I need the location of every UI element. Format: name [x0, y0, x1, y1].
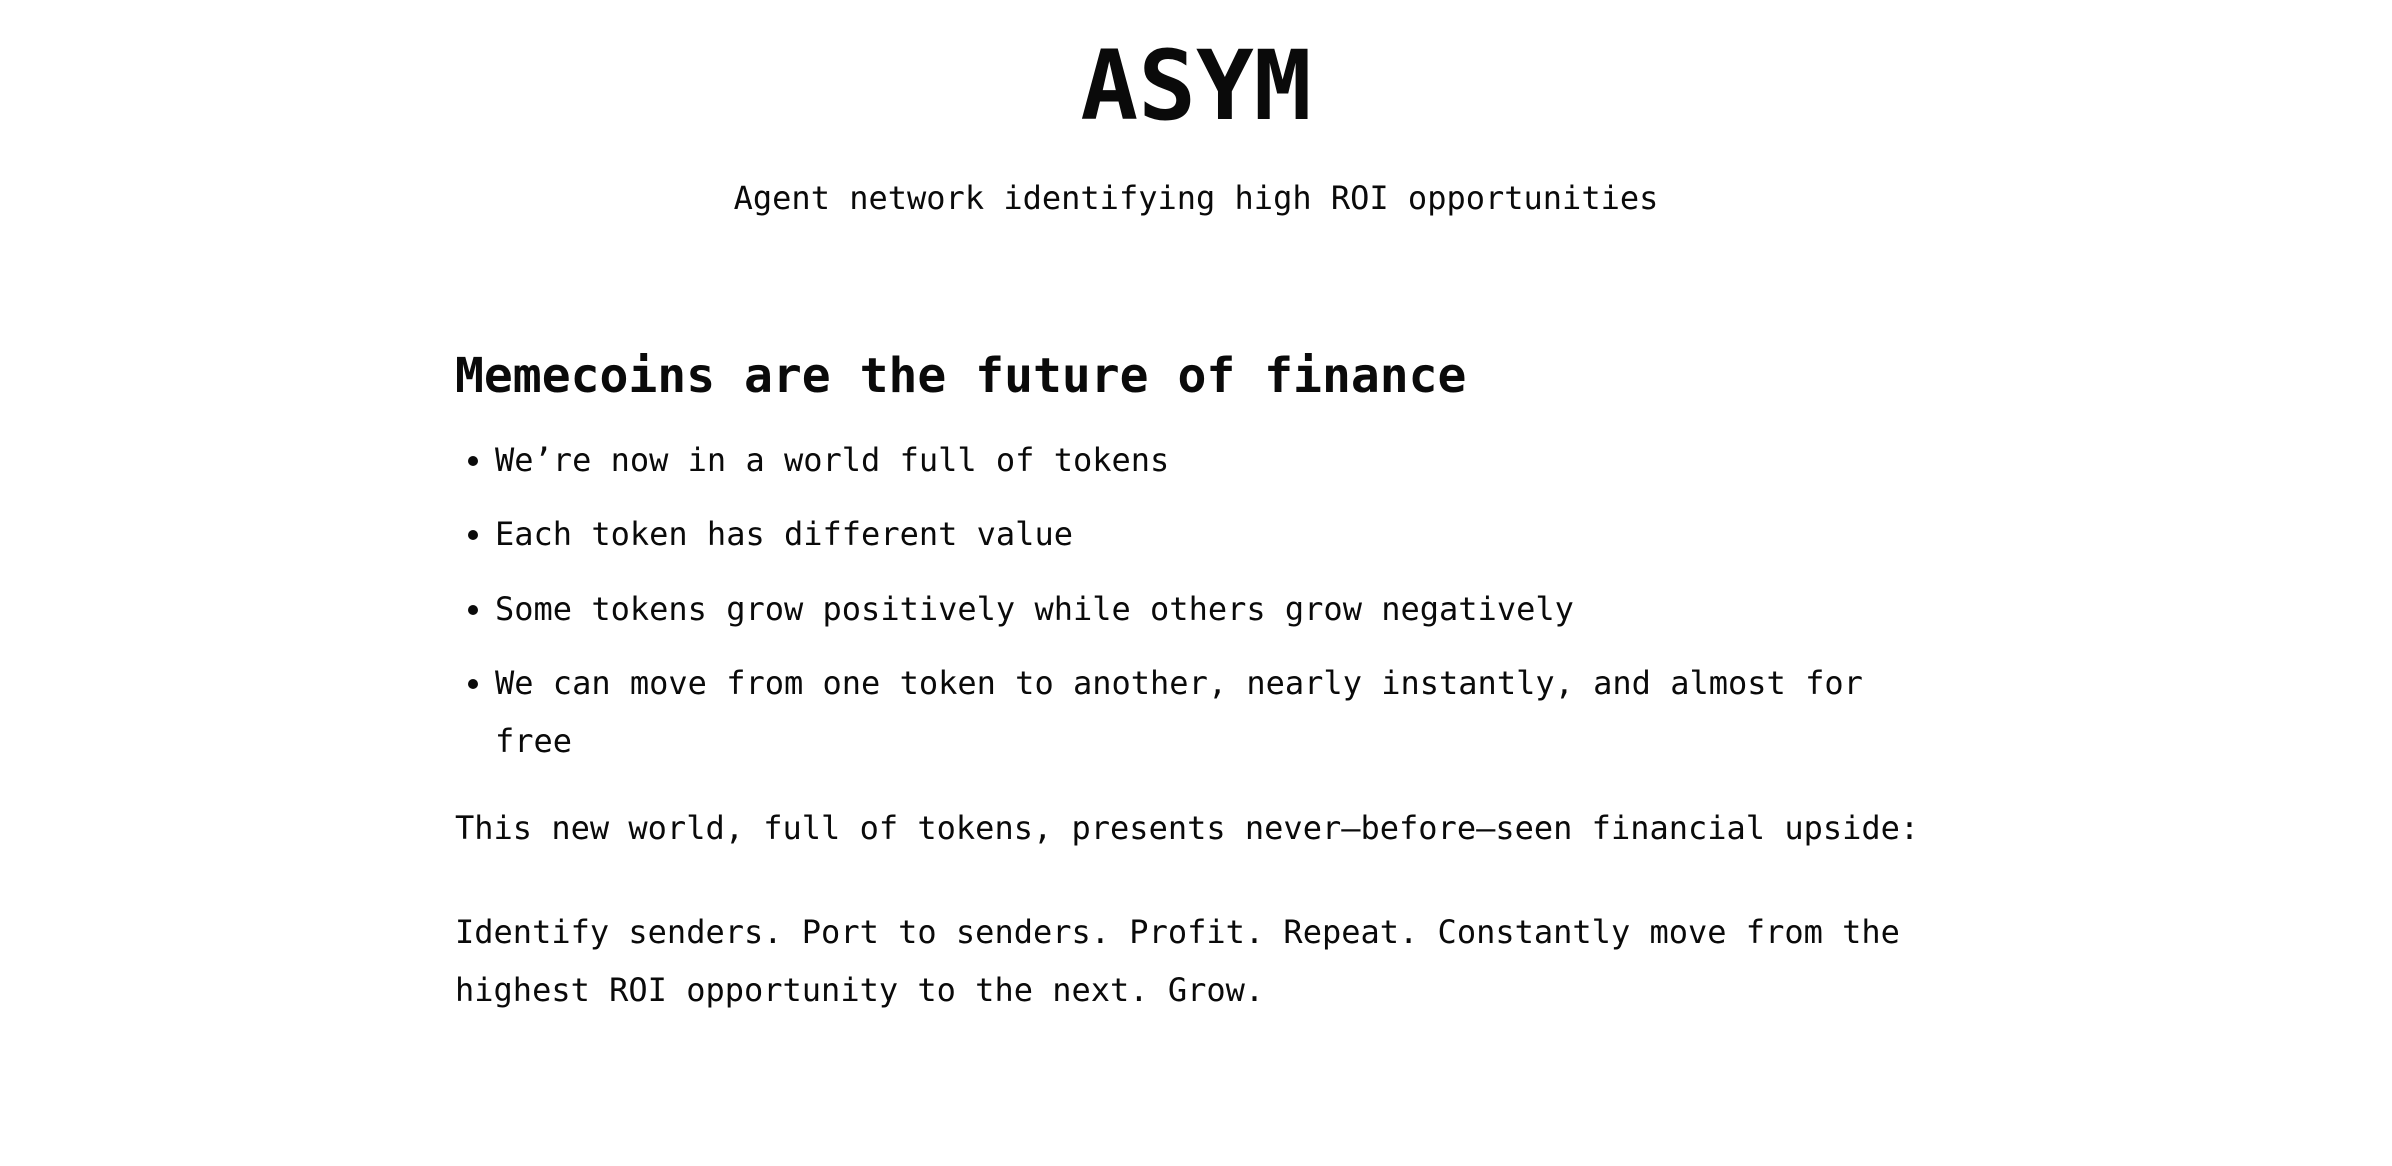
masthead: [455, 30, 1937, 228]
main-content: [455, 348, 1937, 1019]
list-item: • We’re now in a world full of tokens: [495, 432, 1937, 490]
page-container: [455, 30, 1937, 1019]
paragraph-strategy: Identify senders. Port to senders. Profit. Repeat. Constantly move from the highest ROI opportunity to the next. Grow.: [455, 913, 1900, 1009]
bullet-list: [455, 432, 1937, 771]
list-item: • Each token has different value: [495, 506, 1937, 564]
tagline: Agent network identifying high ROI opportunities: [733, 179, 1659, 218]
list-item: • We can move from one token to another, nearly instantly, and almost for free: [495, 655, 1937, 770]
list-item: • Some tokens grow positively while others grow negatively: [495, 581, 1937, 639]
section-heading: Memecoins are the future of finance: [455, 347, 1467, 404]
page-title: ASYM: [1080, 30, 1312, 142]
paragraph-upside: This new world, full of tokens, presents never—before—seen financial upside:: [455, 809, 1920, 848]
